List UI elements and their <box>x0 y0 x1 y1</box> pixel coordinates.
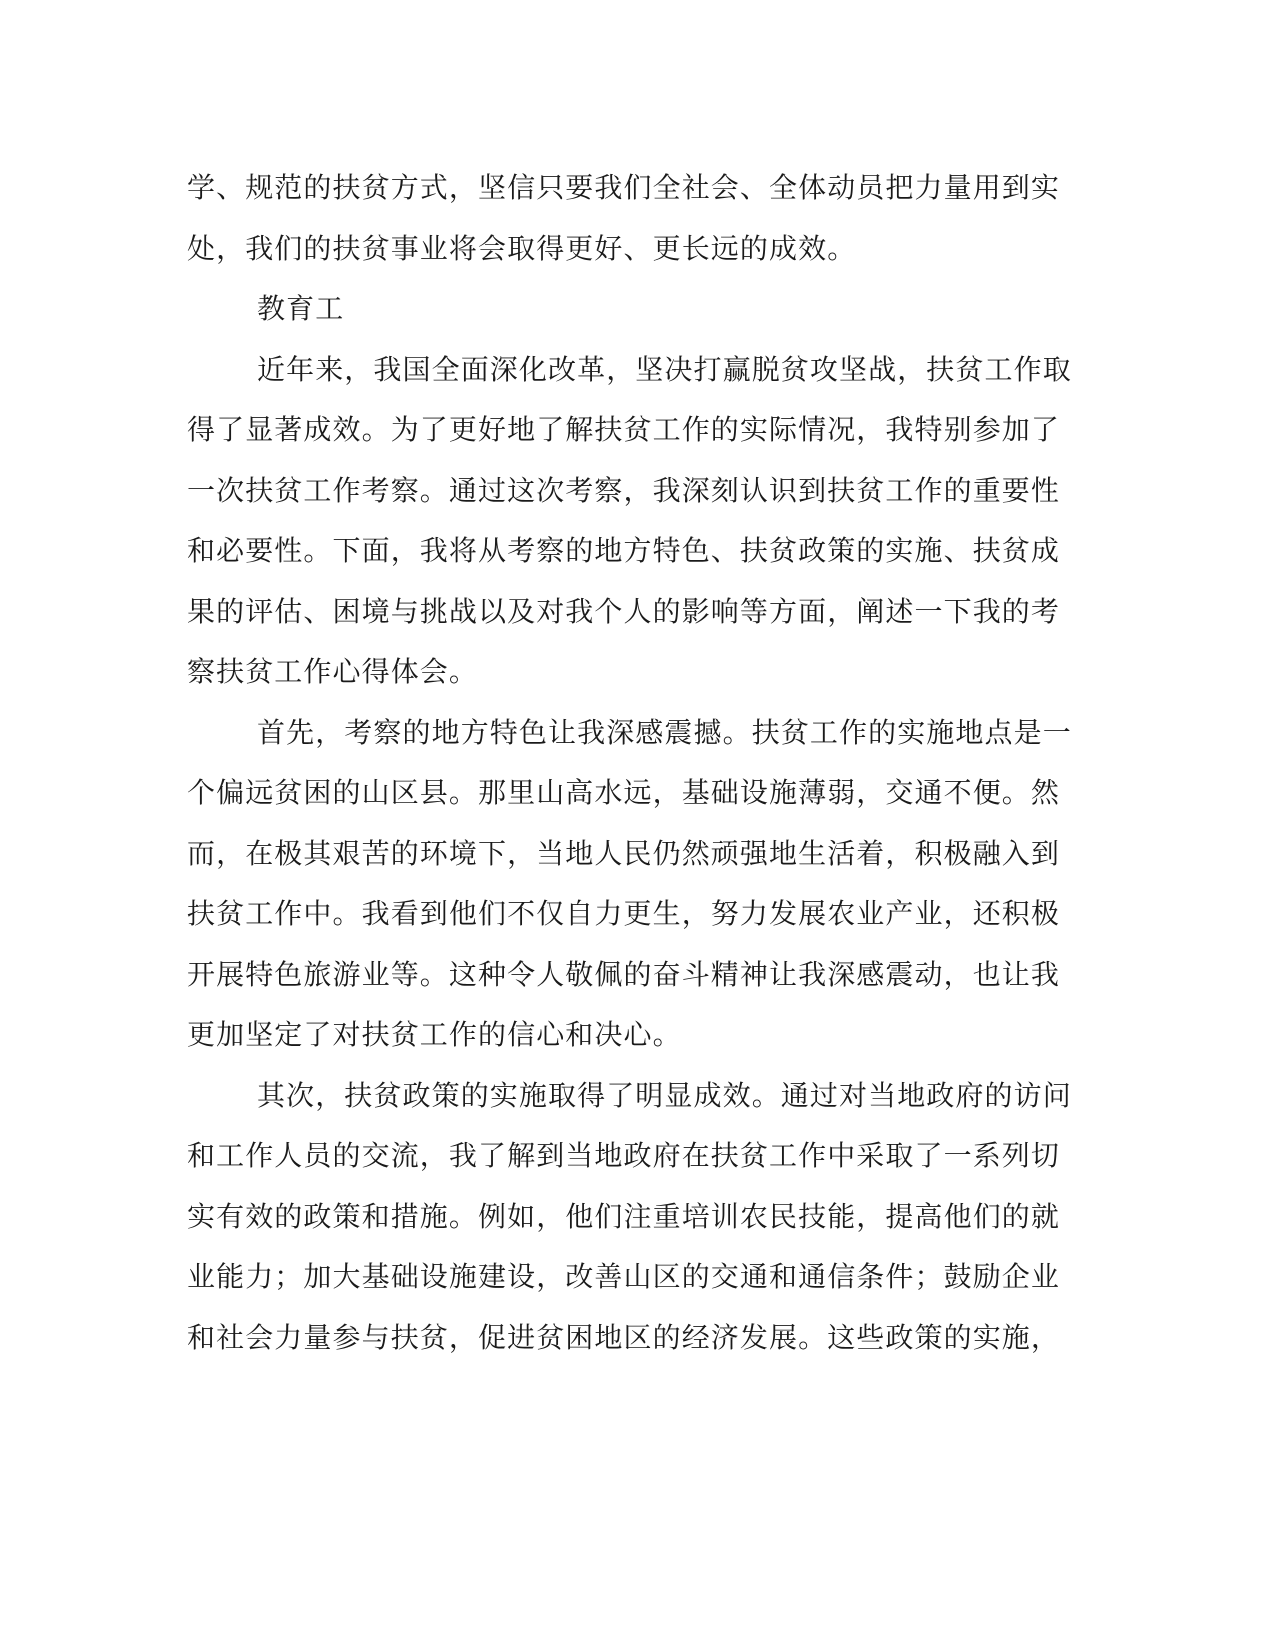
text-line: 处，我们的扶贫事业将会取得更好、更长远的成效。 <box>187 231 857 265</box>
text-line: 开展特色旅游业等。这种令人敬佩的奋斗精神让我深感震动，也让我 <box>187 957 1061 991</box>
body-text <box>187 158 1072 1368</box>
text-line: 和工作人员的交流，我了解到当地政府在扶贫工作中采取了一系列切 <box>187 1139 1061 1172</box>
text-line: 学、规范的扶贫方式，坚信只要我们全社会、全体动员把力量用到实 <box>187 171 1061 204</box>
text-line: 得了显著成效。为了更好地了解扶贫工作的实际情况，我特别参加了 <box>187 413 1061 446</box>
text-line: 扶贫工作中。我看到他们不仅自力更生，努力发展农业产业，还积极 <box>187 897 1061 930</box>
text-line: 个偏远贫困的山区县。那里山高水远，基础设施薄弱，交通不便。然 <box>187 776 1061 809</box>
text-line: 果的评估、困境与挑战以及对我个人的影响等方面，阐述一下我的考 <box>187 594 1061 628</box>
paragraph-first-line: 首先，考察的地方特色让我深感震撼。扶贫工作的实施地点是一 <box>257 715 1072 749</box>
text-line: 业能力；加大基础设施建设，改善山区的交通和通信条件；鼓励企业 <box>187 1260 1061 1293</box>
text-line: 而，在极其艰苦的环境下，当地人民仍然顽强地生活着，积极融入到 <box>187 836 1061 870</box>
section-heading: 教育工 <box>257 292 345 325</box>
text-line: 和必要性。下面，我将从考察的地方特色、扶贫政策的实施、扶贫成 <box>187 534 1061 567</box>
text-line: 和社会力量参与扶贫，促进贫困地区的经济发展。这些政策的实施， <box>187 1320 1061 1354</box>
paragraph-first-line: 近年来，我国全面深化改革，坚决打赢脱贫攻坚战，扶贫工作取 <box>257 352 1072 386</box>
paragraph-first-line: 其次，扶贫政策的实施取得了明显成效。通过对当地政府的访问 <box>257 1078 1072 1112</box>
text-line: 实有效的政策和措施。例如，他们注重培训农民技能，提高他们的就 <box>187 1199 1061 1233</box>
text-line: 更加坚定了对扶贫工作的信心和决心。 <box>187 1018 682 1051</box>
text-line: 一次扶贫工作考察。通过这次考察，我深刻认识到扶贫工作的重要性 <box>187 473 1061 507</box>
text-line: 察扶贫工作心得体会。 <box>187 655 479 688</box>
